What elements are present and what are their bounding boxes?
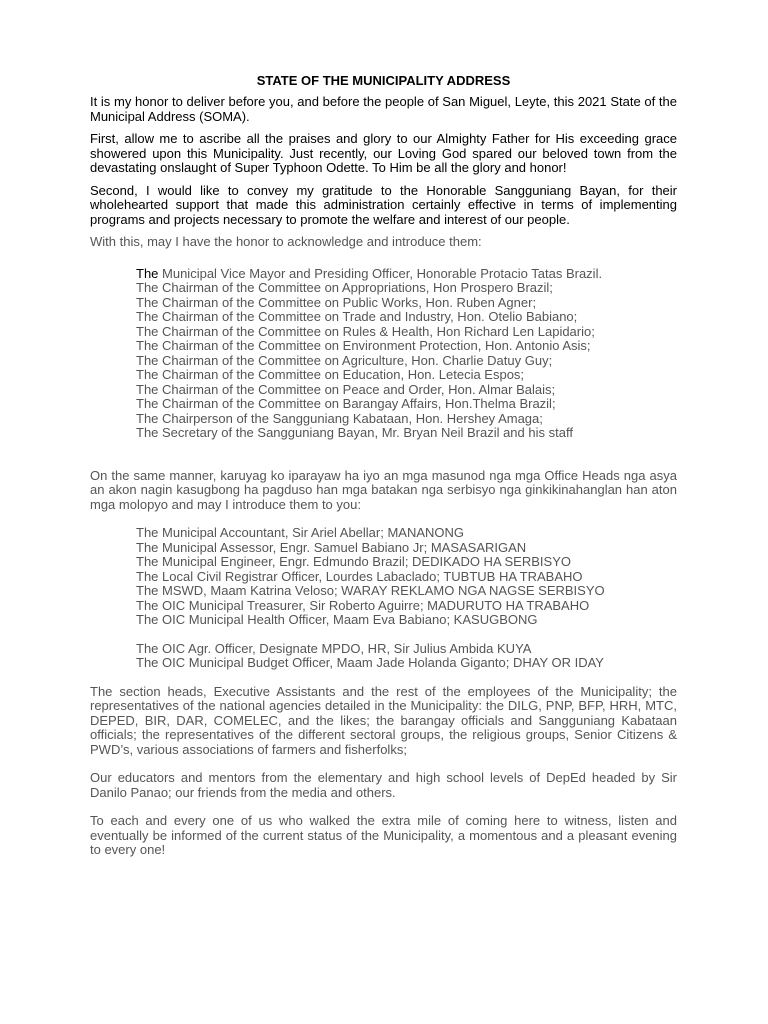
list-item: The Chairman of the Committee on Environment Protection, Hon. Antonio Asis;: [136, 338, 591, 353]
list-item: The Chairman of the Committee on Barangay Affairs, Hon.Thelma Brazil;: [136, 396, 556, 411]
spacer: [90, 441, 677, 469]
list-item: The Municipal Accountant, Sir Ariel Abellar; MANANONG: [136, 525, 465, 540]
list-item: The Chairman of the Committee on Appropriations, Hon Prospero Brazil;: [136, 280, 553, 295]
opening-paragraph-1: It is my honor to deliver before you, and before the people of San Miguel, Leyte, this 2021 State of the Municipal Address (SOMA).: [90, 94, 677, 124]
spacer: [90, 512, 677, 526]
list-item: The Chairman of the Committee on Trade and Industry, Hon. Otelio Babiano;: [136, 309, 578, 324]
list-item: The Municipal Engineer, Engr. Edmundo Brazil; DEDIKADO HA SERBISYO: [136, 554, 571, 569]
list-item: The Secretary of the Sangguniang Bayan, Mr. Bryan Neil Brazil and his staff: [136, 425, 573, 440]
list-item: The Chairperson of the Sangguniang Kabataan, Hon. Hershey Amaga;: [136, 410, 543, 426]
list-item: The Chairman of the Committee on Agriculture, Hon. Charlie Datuy Guy;: [136, 352, 553, 368]
office-heads-list-2: [90, 642, 677, 671]
spacer: [90, 757, 677, 771]
vice-mayor-text: Municipal Vice Mayor and Presiding Officer, Honorable Protacio Tatas Brazil.: [158, 265, 603, 281]
opening-paragraph-2: First, allow me to ascribe all the praises and glory to our Almighty Father for His exceeding grace showered upon this Municipality. Just recently, our Loving God spared our beloved town from the devastating onslaught of Super Typhoon Odette. To Him be all the glory and honor!: [90, 131, 677, 175]
list-item: The Chairman of the Committee on Peace and Order, Hon. Almar Balais;: [136, 381, 556, 397]
list-item: The Municipal Assessor, Engr. Samuel Babiano Jr; MASASARIGAN: [136, 539, 527, 555]
spacer: [90, 628, 677, 642]
list-item: The MSWD, Maam Katrina Veloso; WARAY REKLAMO NGA NAGSE SERBISYO: [136, 583, 605, 598]
list-item: The Local Civil Registrar Officer, Lourdes Labaclado; TUBTUB HA TRABAHO: [136, 568, 583, 584]
list-item: The OIC Agr. Officer, Designate MPDO, HR, Sir Julius Ambida KUYA: [136, 640, 532, 656]
vice-mayor-first-word: The: [136, 265, 159, 281]
section-heads-paragraph: The section heads, Executive Assistants and the rest of the employees of the Municipality; the representatives of the national agencies detailed in the Municipality: the DILG, PNP, BFP, HRH, MTC, DEPED, BIR, DAR, COMELEC, and the likes; the barangay officials and Sangguniang Kabataan officials; the representatives of the different sectoral groups, the religious groups, Senior Citizens & PWD’s, various associations of farmers and fisherfolks;: [90, 683, 677, 757]
closing-paragraph: To each and every one of us who walked the extra mile of coming here to witness, listen and eventually be informed of the current status of the Municipality, a momentous and a pleasant evening to every one!: [90, 813, 677, 857]
list-item: The OIC Municipal Treasurer, Sir Roberto Aguirre; MADURUTO HA TRABAHO: [136, 597, 590, 613]
office-heads-intro: On the same manner, karuyag ko iparayaw ha iyo an mga masunod nga mga Office Heads nga asya an akon nagin kasugbong ha pagduso han mga batakan nga serbisyo nga ginkikinahanglan han aton mga molopyo and may I introduce them to you:: [90, 467, 677, 512]
document-title: STATE OF THE MUNICIPALITY ADDRESS: [256, 73, 511, 88]
list-item: The Chairman of the Committee on Education, Hon. Letecia Espos;: [136, 367, 525, 382]
sangguniang-bayan-list: [90, 267, 677, 441]
acknowledgement-intro: With this, may I have the honor to acknowledge and introduce them:: [90, 234, 482, 249]
educators-paragraph: Our educators and mentors from the elementary and high school levels of DepEd headed by Sir Danilo Panao; our friends from the media and others.: [90, 770, 677, 800]
spacer: [90, 671, 677, 685]
office-heads-list: [90, 526, 677, 628]
list-item: The OIC Municipal Budget Officer, Maam Jade Holanda Giganto; DHAY OR IDAY: [136, 655, 604, 670]
list-item: The OIC Municipal Health Officer, Maam Eva Babiano; KASUGBONG: [136, 612, 538, 627]
spacer: [90, 800, 677, 814]
vice-mayor-line: [90, 267, 677, 282]
document-page: [90, 73, 677, 858]
list-item: The Chairman of the Committee on Rules & Health, Hon Richard Len Lapidario;: [136, 323, 595, 339]
opening-paragraph-3: Second, I would like to convey my gratitude to the Honorable Sangguniang Bayan, for their wholehearted support that made this administration certainly effective in terms of implementing programs and projects necessary to promote the welfare and interest of our people.: [90, 182, 677, 227]
list-item: The Chairman of the Committee on Public Works, Hon. Ruben Agner;: [136, 294, 537, 310]
